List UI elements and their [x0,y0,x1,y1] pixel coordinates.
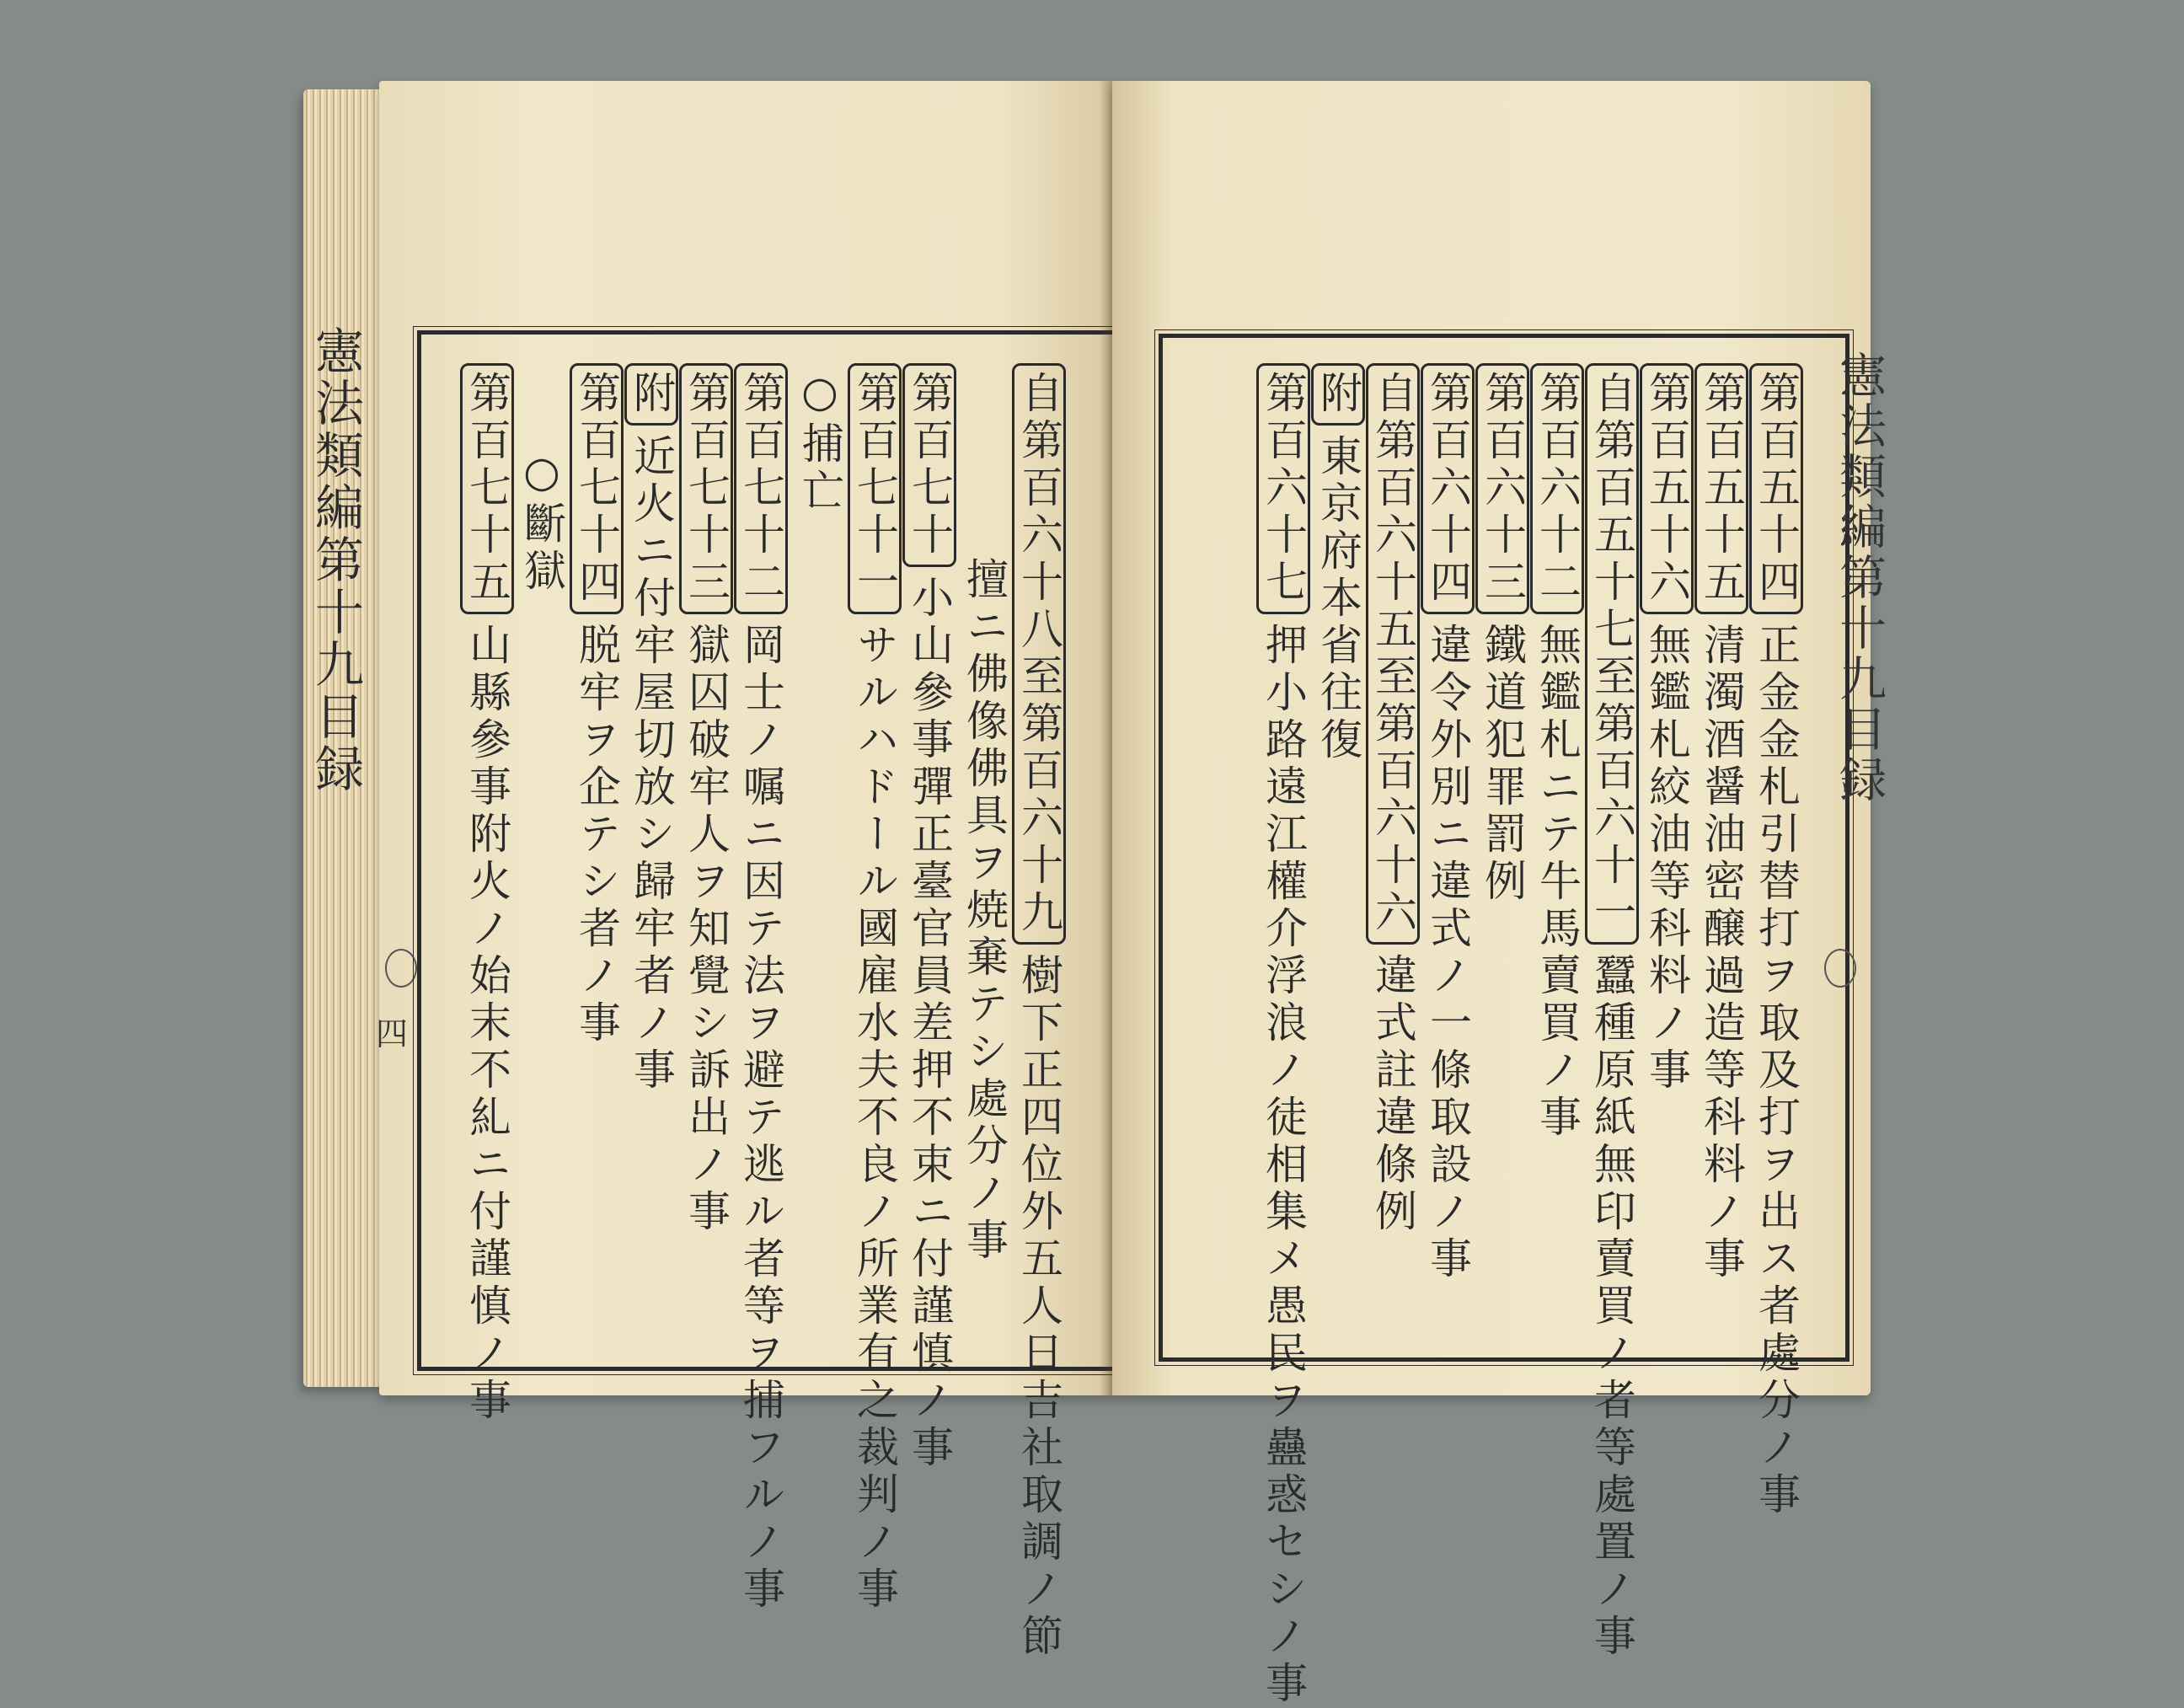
entry-number: 第百六十二 [1530,363,1584,614]
entry-number: 第百六十七 [1256,363,1310,614]
entry-text: 岡士ノ嘱ニ因テ法ヲ避テ逃ル者等ヲ捕フルノ事 [736,623,785,1614]
toc-entry [961,557,1008,1265]
binding-hole-mark [1824,949,1856,988]
entry-number: 第百七十一 [848,363,902,614]
section-heading [518,447,565,596]
entry-text: 違式註違條例 [1368,953,1417,1236]
entry-number: 第百七十三 [679,363,733,614]
toc-entry [1260,363,1307,1708]
entry-number: 第百五十六 [1640,363,1694,614]
entry-text: 蠶種原紙無印賣買ノ者等處置ノ事 [1587,953,1636,1661]
entry-text: 東京府本省往復 [1314,434,1362,764]
entry-text: 擅ニ佛像佛具ヲ焼棄テシ處分ノ事 [960,557,1009,1265]
entry-text: 違令外別ニ違式ノ一條取設ノ事 [1423,623,1472,1283]
open-book [303,81,1887,1708]
toc-entry [1753,363,1800,1519]
entry-number: 第百七十五 [460,363,514,614]
entry-text: 小山參事彈正臺官員差押不束ニ付謹慎ノ事 [905,576,954,1472]
toc-entry [1588,363,1635,1661]
toc-entry [1534,363,1581,1142]
entry-text: 無鑑札ニテ牛馬賣買ノ事 [1533,623,1582,1142]
entry-text: 樹下正四位外五人日吉社取調ノ節 [1014,953,1063,1661]
toc-entry [1424,363,1471,1283]
toc-entry [628,363,675,1095]
page-number: 四 [376,1015,409,1052]
toc-entry [1698,363,1745,1283]
entry-number: 第百七十四 [570,363,624,614]
entry-number: 第百五十四 [1749,363,1803,614]
toc-entry [1314,363,1362,764]
entry-text: 近火ニ付牢屋切放シ歸牢者ノ事 [627,434,676,1095]
toc-entry [682,363,730,1236]
entry-number: 附 [624,363,678,426]
entry-number: 第百七十二 [734,363,788,614]
entry-number: 第百六十三 [1475,363,1529,614]
entry-text: 鐵道犯罪罰例 [1478,623,1527,906]
entry-number: 第百七十 [902,363,956,567]
toc-entry [1479,363,1526,906]
toc-entry [573,363,620,1047]
entry-number: 自第百五十七至第百六十一 [1585,363,1639,945]
entry-number: 第百五十五 [1694,363,1748,614]
entry-text: 清濁酒醤油密醸過造等科料ノ事 [1697,623,1746,1283]
entry-number: 自第百六十五至第百六十六 [1366,363,1420,945]
entry-number: 自第百六十八至第百六十九 [1012,363,1066,945]
section-heading [796,367,843,516]
entry-text: 山縣參事附火ノ始末不糺ニ付謹慎ノ事 [463,623,511,1425]
toc-entry [851,363,898,1614]
entry-text: 獄囚破牢人ヲ知覺シ訴出ノ事 [682,623,731,1236]
entry-text: サルハドール國雇水夫不良ノ所業有之裁判ノ事 [850,623,899,1614]
left-margin-title: 憲法類編第十九目録 [307,325,364,795]
entry-number: 附 [1311,363,1365,426]
section-title: ○斷獄 [517,447,566,596]
entry-text: 脱牢ヲ企テシ者ノ事 [572,623,621,1047]
section-title: ○捕亡 [795,367,844,516]
entry-text: 無鑑札絞油等科料ノ事 [1642,623,1691,1095]
toc-entry [906,363,953,1472]
toc-entry [1015,363,1063,1661]
toc-entry [463,363,511,1425]
toc-entry [1369,363,1416,1236]
entry-text: 押小路遠江權介浮浪ノ徒相集メ愚民ヲ蠱惑セシノ事 [1259,623,1308,1708]
entry-number: 第百六十四 [1421,363,1475,614]
binding-hole-mark [385,949,417,988]
entry-text: 正金金札引替打ヲ取及打ヲ出ス者處分ノ事 [1752,623,1801,1519]
right-margin-title: 憲法類編第十九目録 [1832,351,1887,806]
toc-entry [1643,363,1690,1095]
toc-entry [737,363,784,1614]
